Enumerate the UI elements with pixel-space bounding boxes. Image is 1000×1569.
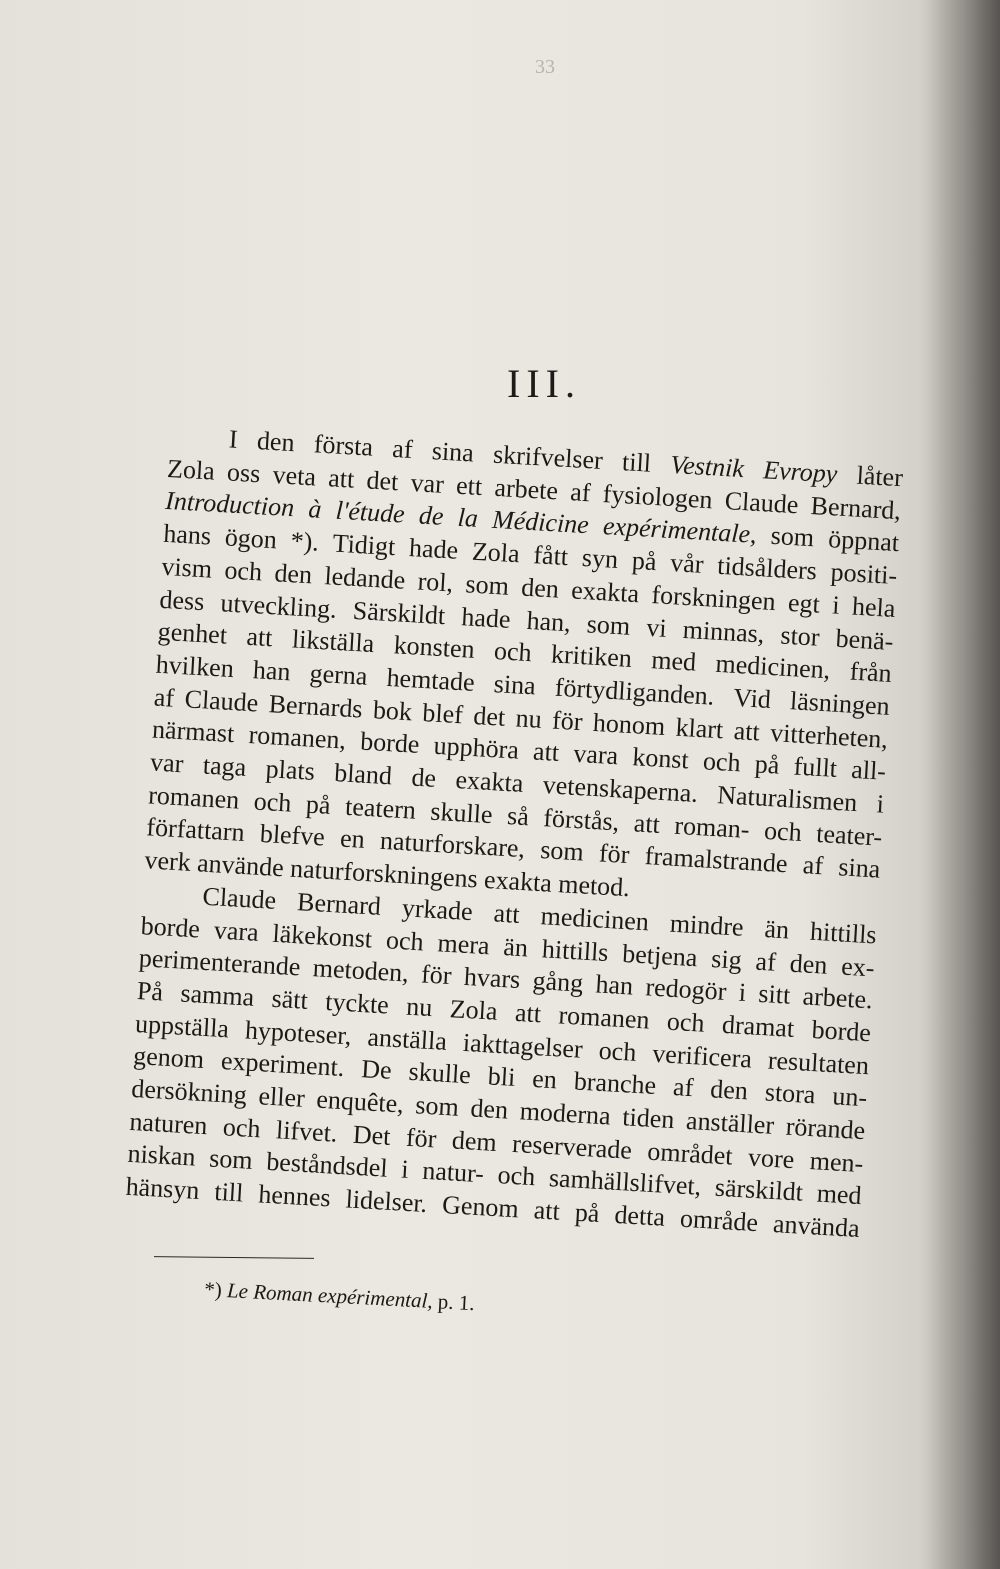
word: Médicine	[491, 505, 590, 540]
word: så	[506, 800, 530, 832]
word: verk	[143, 845, 192, 878]
word: fullt	[792, 751, 838, 784]
word: det	[365, 465, 400, 496]
word: likställa	[291, 624, 376, 659]
word: Bernard	[296, 886, 382, 921]
word: Vestnik	[669, 449, 745, 484]
word: vitterheten,	[769, 717, 889, 754]
word: teater-	[815, 818, 883, 852]
word: egt	[787, 587, 821, 619]
word: samhällslifvet,	[548, 1163, 702, 1202]
word: Zola	[471, 536, 521, 569]
word: un-	[831, 1081, 868, 1113]
word: resultaten	[767, 1045, 870, 1080]
word: i	[737, 977, 747, 1008]
word: i	[400, 1155, 410, 1185]
word: oss	[226, 457, 262, 488]
word: stor	[779, 620, 821, 652]
word: hade	[408, 533, 460, 565]
word: och	[597, 1035, 638, 1067]
word: hittills	[541, 933, 610, 967]
word: lifvet.	[275, 1115, 339, 1148]
word: att	[732, 715, 761, 747]
word: mindre	[669, 908, 745, 942]
word: författarn	[145, 812, 246, 848]
word: han	[252, 655, 292, 687]
word: skulle	[407, 1057, 472, 1090]
word: det	[472, 700, 507, 732]
word: vara	[213, 914, 260, 947]
word: Vid	[732, 682, 772, 714]
word: den	[520, 572, 560, 604]
word: som	[208, 1143, 254, 1176]
word: romanen	[557, 1000, 651, 1035]
word: lidelser.	[344, 1184, 428, 1219]
word: perimenterande	[138, 943, 302, 982]
word: De	[360, 1054, 393, 1086]
word: området	[646, 1136, 734, 1171]
word: forskningen	[650, 579, 777, 616]
word: bli	[487, 1061, 517, 1093]
word: Bernards	[268, 688, 364, 724]
word: de	[410, 762, 437, 793]
word: vår	[669, 548, 705, 580]
word: medicinen	[539, 901, 650, 937]
word: och	[253, 786, 293, 818]
page-number: 33	[535, 56, 555, 78]
word: för	[405, 1122, 438, 1154]
word: Claude	[183, 683, 260, 718]
word: la	[456, 503, 479, 534]
word: att	[532, 736, 560, 768]
word: låter	[855, 460, 904, 493]
word: Claude	[724, 485, 800, 519]
word: tyckte	[324, 986, 390, 1020]
word: af	[391, 433, 414, 464]
word: hänsyn	[124, 1171, 201, 1206]
word: som	[769, 521, 815, 553]
word: klart	[674, 712, 725, 744]
word: romanen	[147, 780, 241, 815]
word: romanen,	[247, 720, 347, 755]
word: Introduction	[164, 486, 295, 523]
word: var	[149, 747, 185, 779]
word: verificera	[651, 1038, 753, 1074]
word: läkekonst	[271, 918, 373, 954]
word: borde	[359, 726, 421, 760]
word: af	[754, 946, 777, 977]
word: niskan	[126, 1139, 197, 1173]
word: vism	[160, 551, 213, 584]
word: plats	[264, 754, 316, 786]
word: fysiologen	[602, 478, 714, 515]
word: läsningen	[789, 686, 891, 721]
word: hela	[851, 591, 897, 623]
word: bok	[372, 694, 413, 727]
word: den	[789, 948, 829, 980]
word: anställa	[366, 1022, 448, 1056]
word: naturen	[128, 1106, 209, 1141]
word: nu	[405, 991, 434, 1023]
word: yrkade	[401, 893, 474, 927]
word: branche	[573, 1066, 657, 1101]
word: exakta	[483, 865, 553, 898]
word: all-	[850, 755, 887, 787]
word: än	[502, 931, 529, 963]
word: Genom	[441, 1190, 520, 1224]
word: Tidigt	[331, 528, 397, 562]
word: vi	[645, 612, 668, 643]
word: Zola	[449, 994, 499, 1026]
word: genom	[132, 1041, 205, 1075]
word: medicinen,	[714, 649, 832, 685]
word: för	[420, 959, 453, 991]
word: och	[666, 1006, 706, 1038]
word: blefve	[259, 819, 326, 853]
word: för	[598, 838, 631, 870]
word: på	[574, 1197, 601, 1229]
word: på	[631, 545, 658, 577]
word: än	[763, 913, 790, 945]
word: borde	[140, 910, 201, 944]
word: att	[633, 808, 661, 839]
word: att	[514, 997, 542, 1029]
word: Claude	[201, 881, 278, 915]
word: och	[496, 1160, 537, 1192]
word: enquête,	[315, 1084, 405, 1119]
section-heading: III.	[507, 361, 581, 406]
word: samma	[179, 978, 256, 1012]
word: sina	[493, 669, 537, 701]
word: hittills	[809, 916, 878, 950]
word: använde	[196, 848, 285, 883]
word: nu	[514, 703, 543, 734]
word: reserverade	[511, 1128, 633, 1165]
word: som	[539, 835, 585, 867]
word: moderna	[519, 1096, 612, 1131]
word: af	[802, 850, 824, 881]
word: en	[339, 823, 366, 855]
word: och	[763, 815, 803, 847]
word: och	[385, 924, 425, 956]
word: natur-	[421, 1156, 485, 1189]
word: vore	[747, 1142, 796, 1174]
word: upphöra	[432, 731, 520, 765]
word: och	[702, 746, 742, 778]
word: Evropy	[762, 455, 839, 489]
word: och	[222, 1112, 262, 1144]
word: och	[223, 555, 263, 587]
word: naturforskare,	[379, 826, 526, 864]
word: öppnat	[827, 524, 900, 558]
word: naturforskningens	[289, 853, 479, 894]
word: den	[256, 426, 296, 458]
word: skulle	[429, 796, 494, 829]
word: vara	[572, 739, 619, 771]
word: särskildt	[714, 1173, 804, 1208]
word: men-	[809, 1145, 865, 1178]
word: utveckling.	[219, 587, 338, 624]
word: positi-	[829, 557, 898, 591]
word: på	[305, 789, 332, 820]
word: med	[650, 645, 697, 677]
spine-shadow	[920, 0, 1000, 1569]
word: à	[307, 494, 323, 525]
word: använda	[772, 1209, 861, 1244]
word: teatern	[344, 791, 417, 825]
word: den	[273, 558, 313, 590]
word: hvilken	[155, 649, 235, 683]
word: som	[414, 1090, 460, 1122]
footnote-marker: *)	[203, 1277, 223, 1302]
word: tidsålders	[716, 550, 818, 586]
word: minnas,	[682, 614, 766, 649]
word: i	[831, 590, 841, 620]
footnote	[204, 1277, 476, 1316]
word: expérimentale,	[602, 511, 758, 550]
word: Naturalismen	[716, 780, 859, 818]
word: fått	[532, 540, 569, 572]
word: borde	[810, 1014, 872, 1048]
word: På	[136, 976, 164, 1007]
word: iakttagelser	[462, 1027, 584, 1064]
word: närmast	[151, 714, 236, 749]
word: konsten	[392, 630, 476, 665]
word: benä-	[834, 623, 895, 656]
word: mera	[436, 927, 491, 960]
word: roman-	[673, 810, 751, 844]
word: kritiken	[550, 639, 633, 674]
word: en	[531, 1064, 558, 1095]
word: hvars	[463, 962, 522, 995]
word: exakta	[570, 575, 640, 609]
word: sina	[431, 436, 475, 468]
word: och	[493, 636, 533, 668]
word: *).	[289, 526, 320, 557]
word: af	[672, 1072, 695, 1103]
word: till	[213, 1177, 245, 1208]
word: rörande	[785, 1111, 866, 1146]
word: var	[409, 467, 445, 499]
word: framalstrande	[643, 841, 789, 879]
word: i	[875, 789, 885, 819]
word: beståndsdel	[265, 1147, 389, 1184]
word: eller	[257, 1081, 306, 1113]
word: på	[754, 749, 781, 780]
word: sitt	[757, 979, 792, 1010]
word: uppställa	[134, 1008, 230, 1044]
word: skrifvelser	[492, 439, 604, 475]
word: exakta	[454, 765, 525, 798]
word: område	[679, 1203, 759, 1238]
word: sina	[837, 852, 882, 885]
word: Zola	[166, 453, 216, 486]
word: arbete	[493, 472, 559, 506]
word: vetenskaperna.	[542, 770, 699, 809]
word: med	[815, 1179, 863, 1211]
word: hans	[162, 518, 212, 551]
footnote-rule	[154, 1256, 314, 1259]
word: den	[469, 1093, 509, 1125]
word: sig	[710, 943, 743, 975]
word: från	[848, 656, 893, 689]
word: att	[245, 622, 274, 653]
word: som	[464, 569, 510, 601]
word: betjena	[621, 938, 699, 972]
word: konst	[631, 742, 690, 775]
word: ögon	[224, 522, 278, 555]
word: veta	[271, 459, 317, 492]
word: att	[327, 462, 356, 494]
word: I	[228, 424, 239, 454]
word: tiden	[621, 1102, 676, 1135]
word: Det	[352, 1119, 392, 1151]
word: metod.	[557, 869, 631, 903]
word: gerna	[308, 658, 369, 691]
word: ex-	[840, 951, 876, 982]
word: af	[569, 476, 592, 508]
word: till	[621, 447, 652, 478]
word: förstås,	[542, 802, 621, 837]
word: gång	[531, 966, 585, 998]
word: hade	[460, 601, 512, 634]
word: sätt	[270, 983, 309, 1015]
word: Bernard,	[809, 490, 902, 525]
word: anställer	[685, 1105, 775, 1140]
word: för	[551, 705, 584, 736]
word: den	[709, 1074, 749, 1106]
body-text	[125, 420, 904, 1246]
word: blef	[421, 697, 464, 729]
word: hypoteser,	[244, 1015, 353, 1051]
word: af	[153, 682, 176, 713]
word: honom	[592, 707, 667, 741]
show-through-text	[183, 110, 923, 180]
word: l'étude	[334, 496, 406, 530]
word: han,	[525, 605, 572, 637]
word: ledande	[323, 560, 407, 595]
word: experiment.	[220, 1046, 346, 1083]
word: dess	[158, 584, 206, 616]
footnote-title: Le Roman expérimental,	[226, 1278, 434, 1313]
word: syn	[581, 543, 619, 575]
word: de	[418, 500, 445, 532]
word: hennes	[257, 1179, 332, 1213]
word: metoden,	[312, 953, 410, 988]
word: stora	[764, 1077, 817, 1110]
word: han	[594, 969, 634, 1001]
word: som	[586, 608, 632, 641]
word: att	[492, 898, 521, 929]
footnote-ref: p. 1.	[437, 1289, 476, 1316]
word: bland	[333, 758, 393, 791]
word: dersökning	[130, 1073, 248, 1110]
word: första	[313, 429, 374, 462]
word: dramat	[721, 1009, 795, 1043]
word: arbete.	[801, 981, 874, 1015]
word: rol,	[416, 566, 454, 598]
word: Särskildt	[352, 595, 447, 630]
word: hemtade	[385, 662, 476, 697]
word: detta	[613, 1200, 666, 1232]
word: redogör	[644, 972, 728, 1007]
word: dem	[451, 1125, 498, 1157]
word: att	[533, 1195, 561, 1226]
word: taga	[202, 750, 248, 782]
word: genhet	[156, 616, 228, 650]
word: ett	[455, 470, 484, 501]
word: förtydliganden.	[554, 672, 716, 711]
